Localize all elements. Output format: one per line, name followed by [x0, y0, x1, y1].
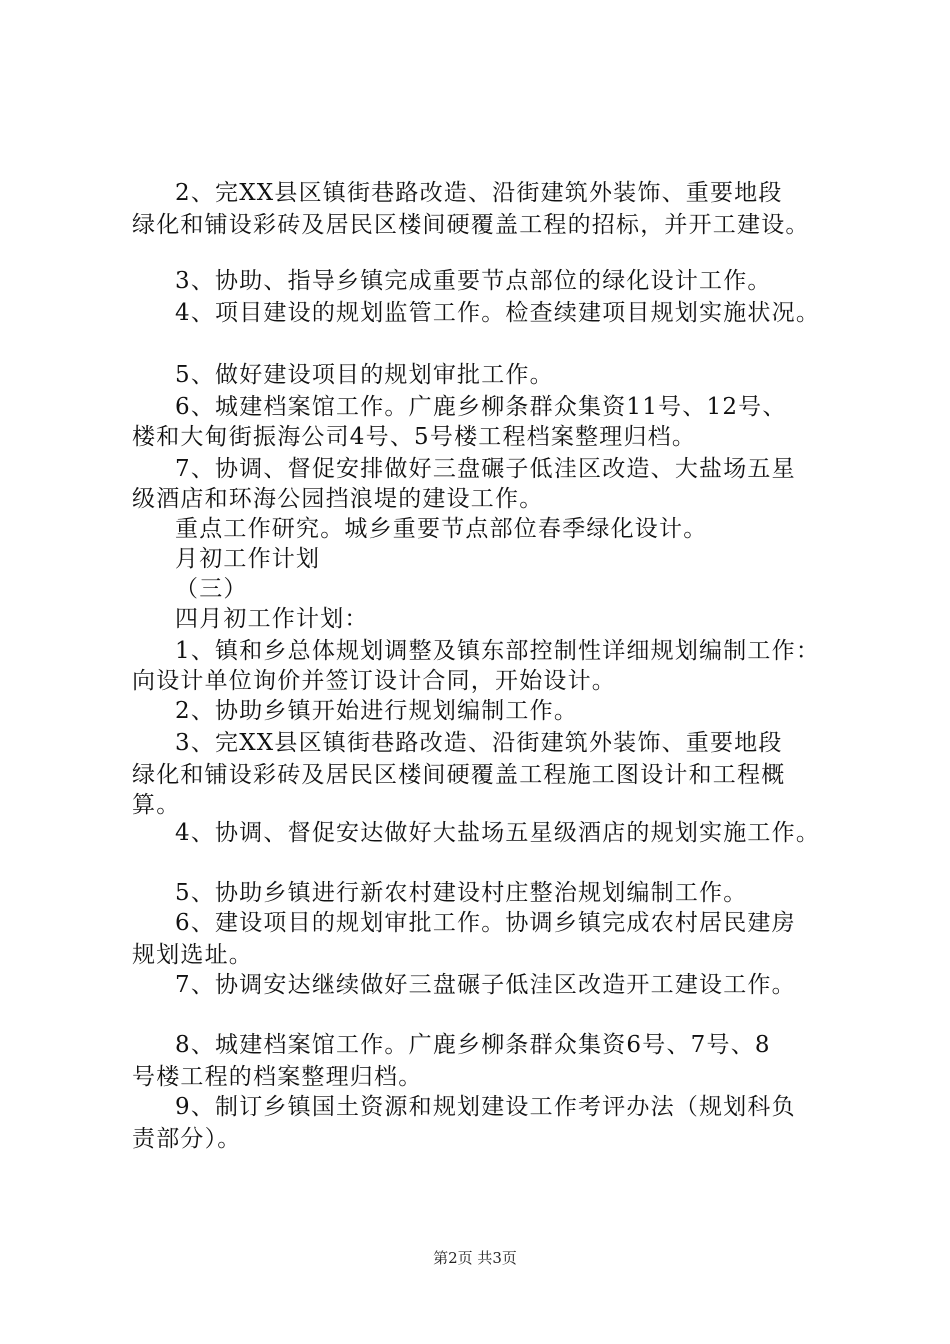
- paragraph-line: 号楼工程的档案整理归档。: [132, 1064, 423, 1090]
- paragraph-line: 重点工作研究。城乡重要节点部位春季绿化设计。: [175, 516, 708, 542]
- paragraph-line: 责部分）。: [132, 1126, 242, 1152]
- paragraph-line: 2、协助乡镇开始进行规划编制工作。: [175, 698, 579, 724]
- paragraph-line: 7、协调安达继续做好三盘碾子低洼区改造开工建设工作。: [175, 972, 796, 998]
- paragraph-line: 绿化和铺设彩砖及居民区楼间硬覆盖工程的招标，并开工建设。: [132, 212, 810, 238]
- paragraph-line: 楼和大甸街振海公司4号、5号楼工程档案整理归档。: [132, 424, 697, 450]
- paragraph-line: 4、协调、督促安达做好大盐场五星级酒店的规划实施工作。: [175, 820, 821, 846]
- paragraph-line: 向设计单位询价并签订设计合同，开始设计。: [132, 668, 616, 694]
- section-heading: 四月初工作计划：: [175, 606, 369, 632]
- paragraph-line: 2、完XX县区镇街巷路改造、沿街建筑外装饰、重要地段: [175, 180, 783, 206]
- paragraph-line: 9、制订乡镇国土资源和规划建设工作考评办法（规划科负: [175, 1094, 796, 1120]
- paragraph-line: 7、协调、督促安排做好三盘碾子低洼区改造、大盐场五星: [175, 456, 796, 482]
- paragraph-line: 3、完XX县区镇街巷路改造、沿街建筑外装饰、重要地段: [175, 730, 783, 756]
- page-footer: 第2页 共3页: [433, 1249, 517, 1267]
- paragraph-line: 4、项目建设的规划监管工作。检查续建项目规划实施状况。: [175, 300, 821, 326]
- paragraph-line: 规划选址。: [132, 942, 253, 968]
- section-heading: 月初工作计划: [175, 546, 321, 572]
- paragraph-line: 5、做好建设项目的规划审批工作。: [175, 362, 554, 388]
- paragraph-line: 8、城建档案馆工作。广鹿乡柳条群众集资6号、7号、8: [175, 1032, 771, 1058]
- paragraph-line: 6、建设项目的规划审批工作。协调乡镇完成农村居民建房: [175, 910, 796, 936]
- paragraph-line: 级酒店和环海公园挡浪堤的建设工作。: [132, 486, 544, 512]
- paragraph-line: 5、协助乡镇进行新农村建设村庄整治规划编制工作。: [175, 880, 748, 906]
- section-number: （三）: [175, 576, 248, 602]
- paragraph-line: 算。: [132, 792, 181, 818]
- paragraph-line: 绿化和铺设彩砖及居民区楼间硬覆盖工程施工图设计和工程概: [132, 762, 786, 788]
- paragraph-line: 1、镇和乡总体规划调整及镇东部控制性详细规划编制工作：: [175, 638, 821, 664]
- paragraph-line: 3、协助、指导乡镇完成重要节点部位的绿化设计工作。: [175, 268, 772, 294]
- paragraph-line: 6、城建档案馆工作。广鹿乡柳条群众集资11号、12号、: [175, 394, 787, 420]
